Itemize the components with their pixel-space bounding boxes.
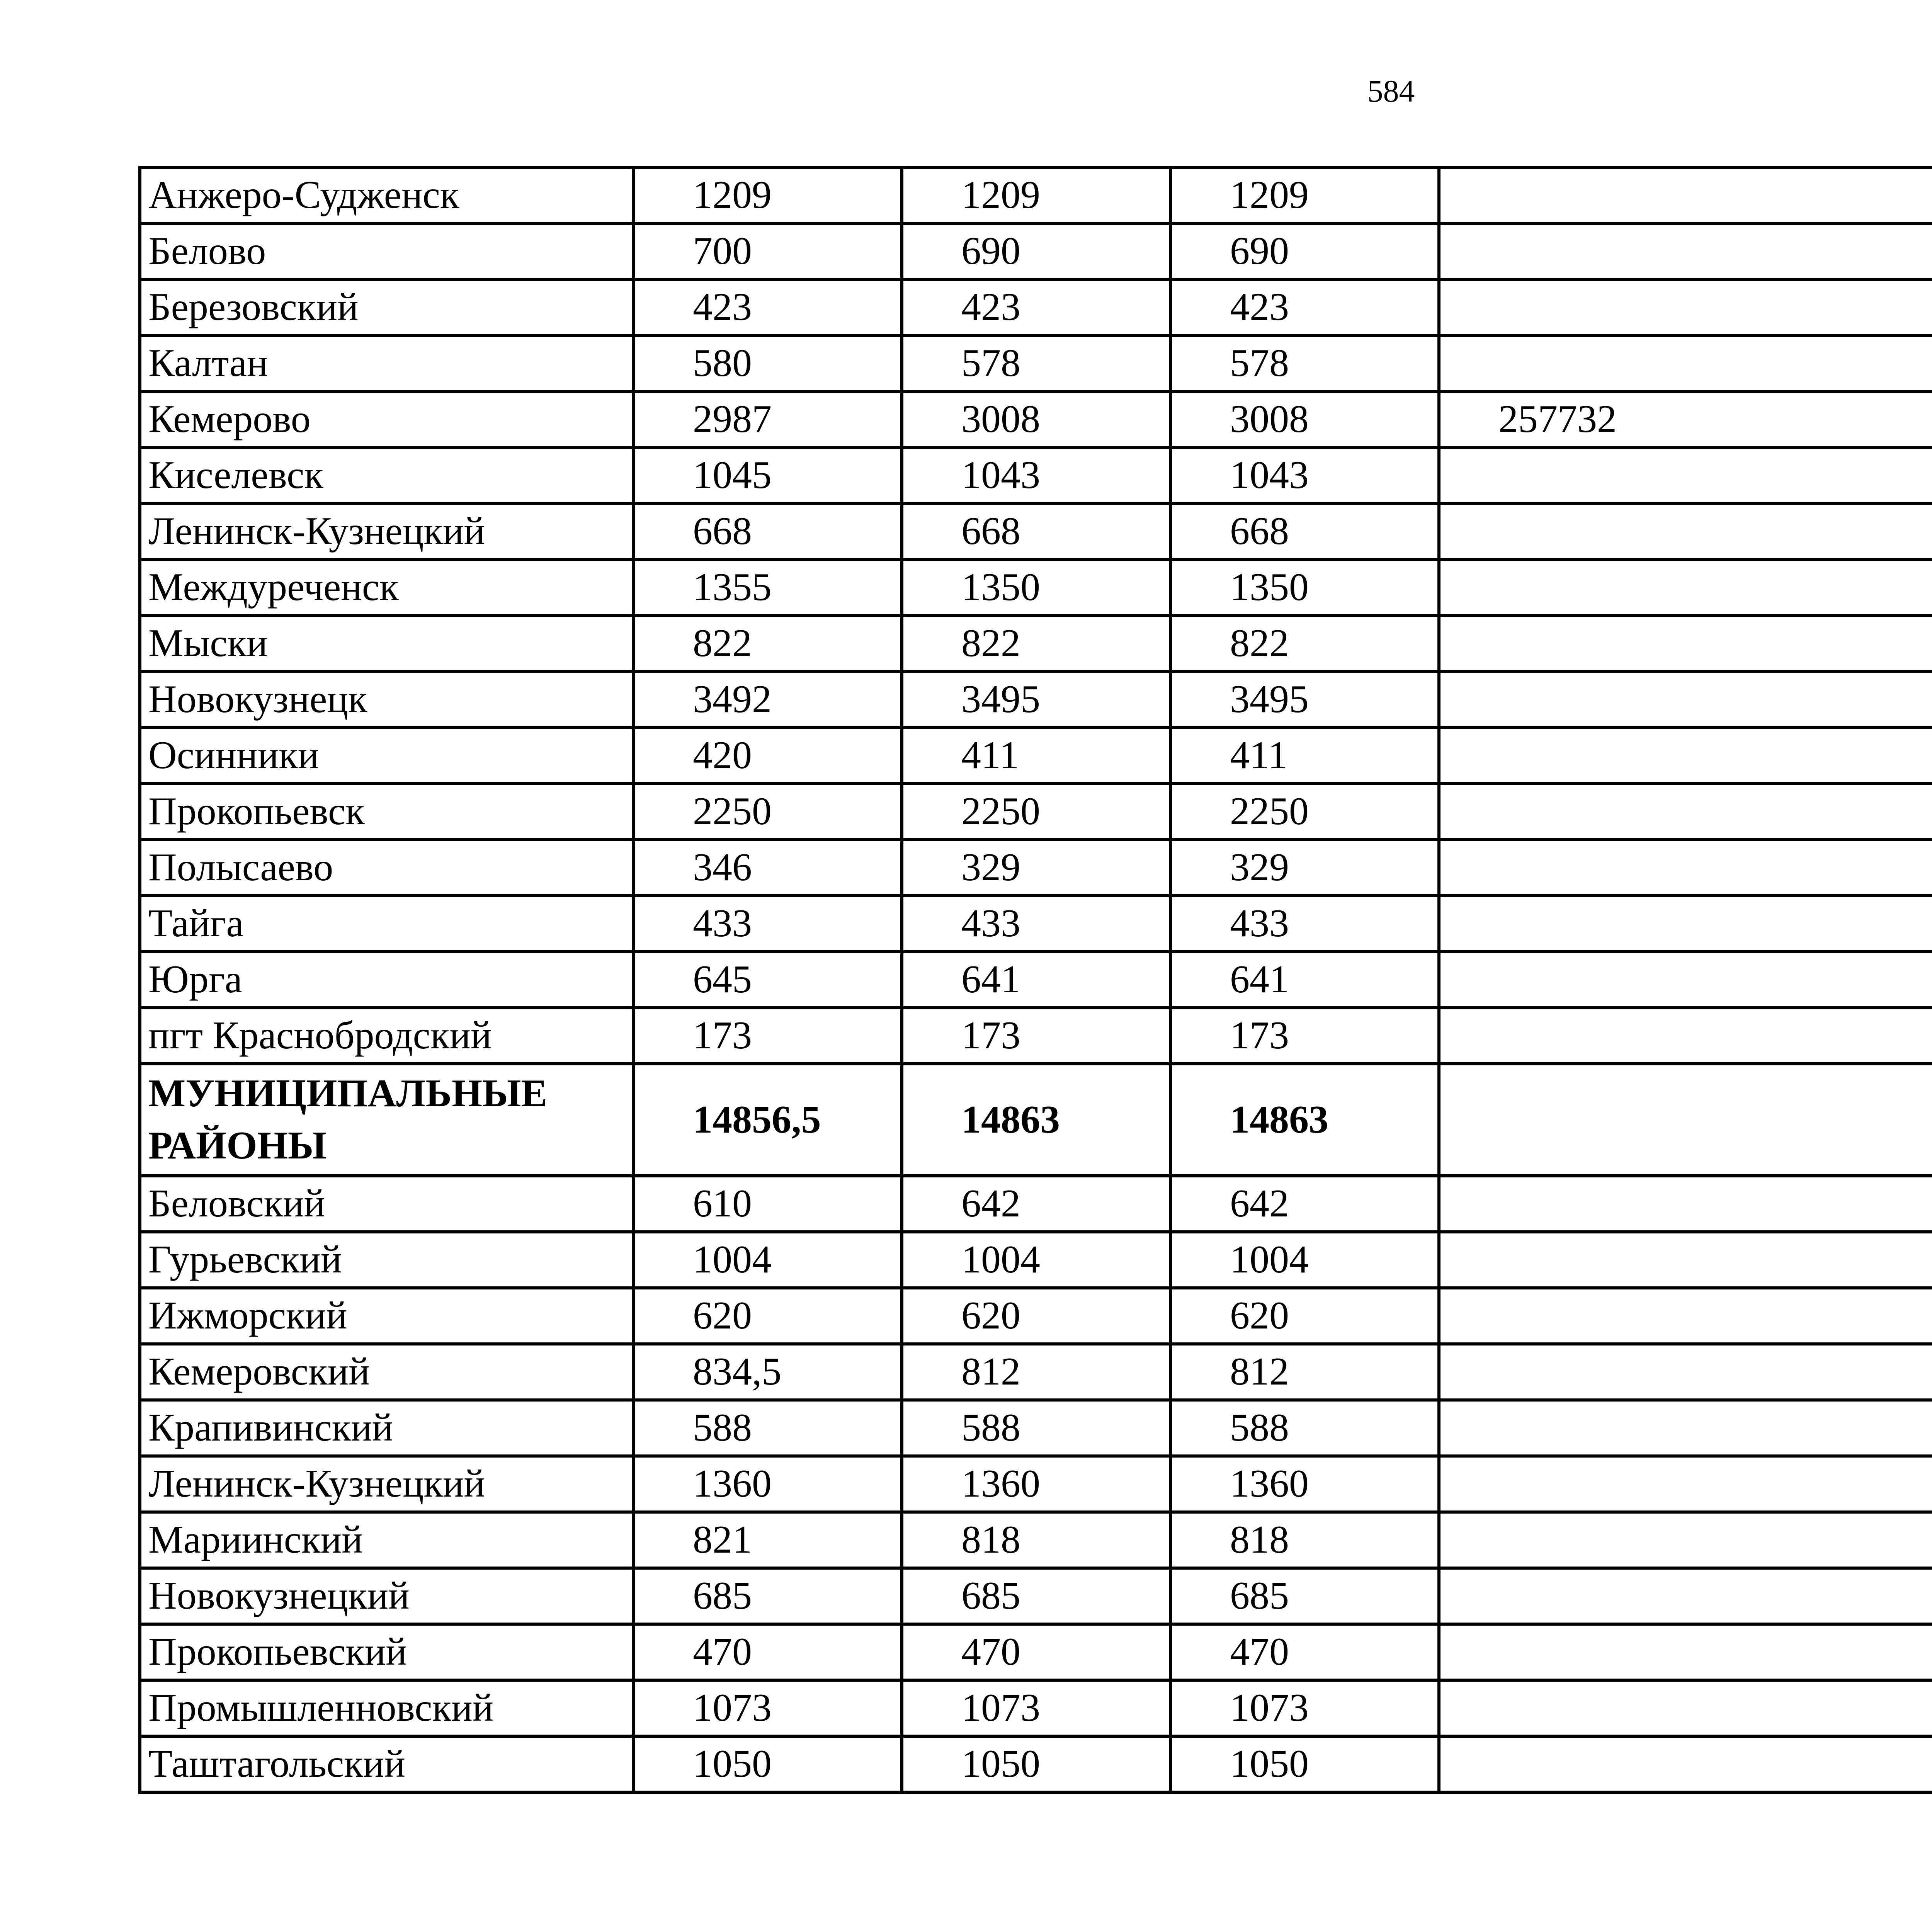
value-cell-1: 1004 <box>633 1232 902 1288</box>
table-row <box>140 223 1932 279</box>
value-cell-1: 2987 <box>633 391 902 447</box>
row-name-cell: Гурьевский <box>140 1232 633 1288</box>
value-cell-2: 1209 <box>902 167 1170 223</box>
value-cell-2: 1043 <box>902 447 1170 503</box>
table-row <box>140 1400 1932 1456</box>
table-row <box>140 279 1932 335</box>
table-body <box>140 167 1932 1792</box>
value-cell-1: 346 <box>633 840 902 896</box>
value-cell-3: 329 <box>1170 840 1439 896</box>
value-cell-3: 818 <box>1170 1512 1439 1568</box>
value-cell-1: 1355 <box>633 560 902 616</box>
value-cell-2: 685 <box>902 1568 1170 1624</box>
value-cell-2: 822 <box>902 616 1170 672</box>
value-cell-1: 1209 <box>633 167 902 223</box>
table-row <box>140 1736 1932 1792</box>
value-cell-3: 423 <box>1170 279 1439 335</box>
value-cell-1: 433 <box>633 896 902 952</box>
value-cell-2: 14863 <box>902 1064 1170 1176</box>
value-cell-3: 1350 <box>1170 560 1439 616</box>
value-cell-4 <box>1439 1288 1932 1344</box>
table-row <box>140 503 1932 560</box>
value-cell-3: 668 <box>1170 503 1439 560</box>
value-cell-3: 1360 <box>1170 1456 1439 1512</box>
value-cell-3: 1073 <box>1170 1680 1439 1736</box>
value-cell-1: 668 <box>633 503 902 560</box>
value-cell-4 <box>1439 335 1932 391</box>
row-name-cell: Кемерово <box>140 391 633 447</box>
value-cell-4 <box>1439 1008 1932 1064</box>
value-cell-1: 423 <box>633 279 902 335</box>
value-cell-4 <box>1439 1344 1932 1400</box>
row-name-cell: Беловский <box>140 1176 633 1232</box>
table-row <box>140 1512 1932 1568</box>
value-cell-1: 2250 <box>633 784 902 840</box>
value-cell-3: 1050 <box>1170 1736 1439 1792</box>
value-cell-4 <box>1439 728 1932 784</box>
value-cell-1: 14856,5 <box>633 1064 902 1176</box>
row-name-cell: Тайга <box>140 896 633 952</box>
value-cell-3: 685 <box>1170 1568 1439 1624</box>
table-row <box>140 896 1932 952</box>
value-cell-4 <box>1439 896 1932 952</box>
value-cell-2: 3495 <box>902 672 1170 728</box>
value-cell-4 <box>1439 784 1932 840</box>
row-name-cell: пгт Краснобродский <box>140 1008 633 1064</box>
value-cell-3: 1043 <box>1170 447 1439 503</box>
row-name-cell: Таштагольский <box>140 1736 633 1792</box>
table-row <box>140 1568 1932 1624</box>
table-row <box>140 1344 1932 1400</box>
value-cell-4 <box>1439 1176 1932 1232</box>
value-cell-2: 1004 <box>902 1232 1170 1288</box>
value-cell-3: 1004 <box>1170 1232 1439 1288</box>
value-cell-1: 685 <box>633 1568 902 1624</box>
value-cell-3: 620 <box>1170 1288 1439 1344</box>
row-name-cell: Ленинск-Кузнецкий <box>140 503 633 560</box>
value-cell-4 <box>1439 1456 1932 1512</box>
value-cell-3: 690 <box>1170 223 1439 279</box>
table-row <box>140 616 1932 672</box>
row-name-cell: Новокузнецк <box>140 672 633 728</box>
row-name-cell: Ленинск-Кузнецкий <box>140 1456 633 1512</box>
value-cell-4 <box>1439 1680 1932 1736</box>
value-cell-2: 620 <box>902 1288 1170 1344</box>
value-cell-1: 822 <box>633 616 902 672</box>
value-cell-3: 642 <box>1170 1176 1439 1232</box>
value-cell-2: 818 <box>902 1512 1170 1568</box>
row-name-cell: Кемеровский <box>140 1344 633 1400</box>
row-name-cell: Калтан <box>140 335 633 391</box>
table-row <box>140 335 1932 391</box>
value-cell-1: 700 <box>633 223 902 279</box>
data-table <box>138 166 1932 1794</box>
value-cell-1: 3492 <box>633 672 902 728</box>
value-cell-2: 329 <box>902 840 1170 896</box>
table-row <box>140 1680 1932 1736</box>
value-cell-4 <box>1439 1232 1932 1288</box>
table-row <box>140 1232 1932 1288</box>
value-cell-4 <box>1439 616 1932 672</box>
value-cell-2: 433 <box>902 896 1170 952</box>
value-cell-4 <box>1439 223 1932 279</box>
value-cell-4 <box>1439 1736 1932 1792</box>
table-row <box>140 560 1932 616</box>
value-cell-3: 411 <box>1170 728 1439 784</box>
value-cell-2: 470 <box>902 1624 1170 1680</box>
row-name-cell: Осинники <box>140 728 633 784</box>
value-cell-4 <box>1439 447 1932 503</box>
value-cell-3: 3008 <box>1170 391 1439 447</box>
value-cell-4 <box>1439 1568 1932 1624</box>
table-row <box>140 167 1932 223</box>
table-row <box>140 1288 1932 1344</box>
value-cell-3: 822 <box>1170 616 1439 672</box>
value-cell-4 <box>1439 279 1932 335</box>
row-name-cell: Полысаево <box>140 840 633 896</box>
row-name-cell: Прокопьевск <box>140 784 633 840</box>
value-cell-3: 3495 <box>1170 672 1439 728</box>
value-cell-4: 257732 <box>1439 391 1932 447</box>
value-cell-3: 173 <box>1170 1008 1439 1064</box>
table-row <box>140 1008 1932 1064</box>
value-cell-2: 423 <box>902 279 1170 335</box>
value-cell-1: 470 <box>633 1624 902 1680</box>
row-name-cell: Мыски <box>140 616 633 672</box>
row-name-cell: Прокопьевский <box>140 1624 633 1680</box>
value-cell-4 <box>1439 503 1932 560</box>
value-cell-4 <box>1439 1512 1932 1568</box>
row-name-cell: Березовский <box>140 279 633 335</box>
value-cell-1: 1045 <box>633 447 902 503</box>
table-row <box>140 728 1932 784</box>
value-cell-2: 3008 <box>902 391 1170 447</box>
value-cell-4 <box>1439 1064 1932 1176</box>
value-cell-3: 2250 <box>1170 784 1439 840</box>
value-cell-1: 420 <box>633 728 902 784</box>
value-cell-1: 821 <box>633 1512 902 1568</box>
table-row <box>140 447 1932 503</box>
value-cell-3: 812 <box>1170 1344 1439 1400</box>
value-cell-3: 641 <box>1170 952 1439 1008</box>
table-row <box>140 1176 1932 1232</box>
table-row <box>140 840 1932 896</box>
value-cell-1: 580 <box>633 335 902 391</box>
value-cell-4 <box>1439 840 1932 896</box>
value-cell-1: 834,5 <box>633 1344 902 1400</box>
table-row <box>140 952 1932 1008</box>
row-name-cell: Мариинский <box>140 1512 633 1568</box>
row-name-cell: Крапивинский <box>140 1400 633 1456</box>
value-cell-2: 1073 <box>902 1680 1170 1736</box>
value-cell-3: 14863 <box>1170 1064 1439 1176</box>
table-row <box>140 672 1932 728</box>
value-cell-4 <box>1439 560 1932 616</box>
value-cell-4 <box>1439 1400 1932 1456</box>
value-cell-1: 645 <box>633 952 902 1008</box>
row-name-cell: Анжеро-Судженск <box>140 167 633 223</box>
row-name-cell: Белово <box>140 223 633 279</box>
value-cell-1: 588 <box>633 1400 902 1456</box>
value-cell-2: 1360 <box>902 1456 1170 1512</box>
value-cell-2: 578 <box>902 335 1170 391</box>
value-cell-2: 173 <box>902 1008 1170 1064</box>
value-cell-2: 411 <box>902 728 1170 784</box>
row-name-cell: Новокузнецкий <box>140 1568 633 1624</box>
value-cell-3: 433 <box>1170 896 1439 952</box>
value-cell-1: 173 <box>633 1008 902 1064</box>
value-cell-4 <box>1439 167 1932 223</box>
value-cell-3: 1209 <box>1170 167 1439 223</box>
table-row-section-total <box>140 1064 1932 1176</box>
value-cell-2: 588 <box>902 1400 1170 1456</box>
value-cell-3: 470 <box>1170 1624 1439 1680</box>
value-cell-2: 668 <box>902 503 1170 560</box>
value-cell-4 <box>1439 672 1932 728</box>
row-name-cell: Ижморский <box>140 1288 633 1344</box>
value-cell-2: 812 <box>902 1344 1170 1400</box>
value-cell-1: 1050 <box>633 1736 902 1792</box>
value-cell-1: 620 <box>633 1288 902 1344</box>
table-row <box>140 784 1932 840</box>
value-cell-2: 641 <box>902 952 1170 1008</box>
value-cell-4 <box>1439 1624 1932 1680</box>
page-number: 584 <box>1367 73 1415 109</box>
value-cell-1: 610 <box>633 1176 902 1232</box>
table-row <box>140 1456 1932 1512</box>
value-cell-4 <box>1439 952 1932 1008</box>
value-cell-2: 642 <box>902 1176 1170 1232</box>
row-name-cell: Киселевск <box>140 447 633 503</box>
value-cell-3: 578 <box>1170 335 1439 391</box>
table-row <box>140 391 1932 447</box>
value-cell-2: 1050 <box>902 1736 1170 1792</box>
value-cell-2: 2250 <box>902 784 1170 840</box>
value-cell-1: 1360 <box>633 1456 902 1512</box>
row-name-cell: Междуреченск <box>140 560 633 616</box>
value-cell-2: 690 <box>902 223 1170 279</box>
value-cell-1: 1073 <box>633 1680 902 1736</box>
row-name-cell: МУНИЦИПАЛЬНЫЕ РАЙОНЫ <box>140 1064 633 1176</box>
table-row <box>140 1624 1932 1680</box>
value-cell-3: 588 <box>1170 1400 1439 1456</box>
row-name-cell: Юрга <box>140 952 633 1008</box>
value-cell-2: 1350 <box>902 560 1170 616</box>
row-name-cell: Промышленновский <box>140 1680 633 1736</box>
